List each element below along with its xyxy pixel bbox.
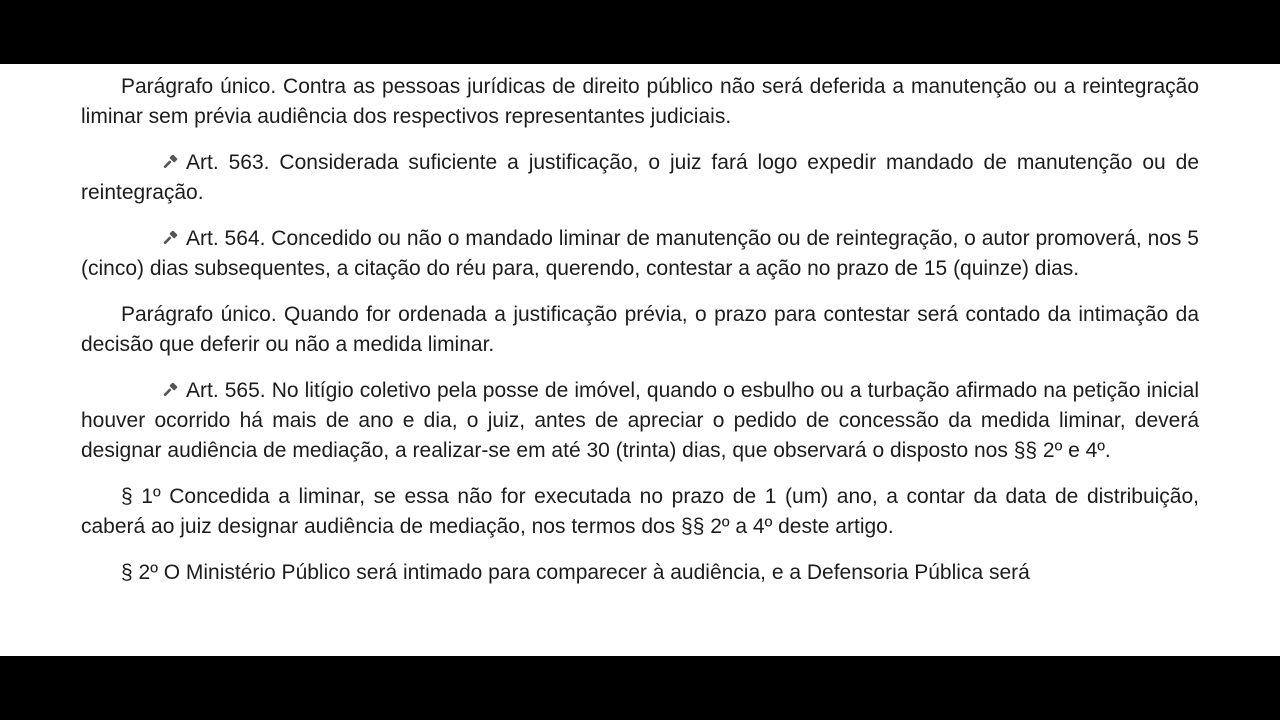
- paragraph-text: § 1º Concedida a liminar, se essa não for executada no prazo de 1 (um) ano, a contar da data de distribuição, caberá ao juiz designar audiência de mediação, nos termos dos §§ 2º a 4º deste artigo.: [81, 485, 1199, 538]
- document-text: [81, 72, 1199, 604]
- paragraph-section-1: [81, 482, 1199, 542]
- gavel-icon[interactable]: [161, 231, 179, 247]
- article-563: [81, 148, 1199, 208]
- paragraph-text: § 2º O Ministério Público será intimado para comparecer à audiência, e a Defensoria Pública será: [121, 561, 1030, 584]
- article-564: [81, 224, 1199, 284]
- article-text: Art. 564. Concedido ou não o mandado liminar de manutenção ou de reintegração, o autor promoverá, nos 5 (cinco) dias subsequentes, a citação do réu para, querendo, contestar a ação no prazo de 15 (quinze) dias.: [81, 227, 1199, 280]
- article-565: [81, 376, 1199, 466]
- article-text: Art. 565. No litígio coletivo pela posse de imóvel, quando o esbulho ou a turbação afirmado na petição inicial houver ocorrido há mais de ano e dia, o juiz, antes de apreciar o pedido de concessão da medida liminar, deverá designar audiência de mediação, a realizar-se em até 30 (trinta) dias, que observará o disposto nos §§ 2º e 4º.: [81, 379, 1199, 462]
- paragraph-section-2: [81, 558, 1199, 588]
- gavel-icon[interactable]: [161, 155, 179, 171]
- gavel-icon[interactable]: [161, 383, 179, 399]
- paragraph-text: Parágrafo único. Quando for ordenada a justificação prévia, o prazo para contestar será contado da intimação da decisão que deferir ou não a medida liminar.: [81, 303, 1199, 356]
- article-text: Art. 563. Considerada suficiente a justificação, o juiz fará logo expedir mandado de manutenção ou de reintegração.: [81, 151, 1199, 204]
- document-page: [0, 64, 1280, 656]
- paragraph-text: Parágrafo único. Contra as pessoas jurídicas de direito público não será deferida a manutenção ou a reintegração liminar sem prévia audiência dos respectivos representantes judiciais.: [81, 75, 1199, 128]
- paragrafo-unico-1: [81, 72, 1199, 132]
- paragrafo-unico-2: [81, 300, 1199, 360]
